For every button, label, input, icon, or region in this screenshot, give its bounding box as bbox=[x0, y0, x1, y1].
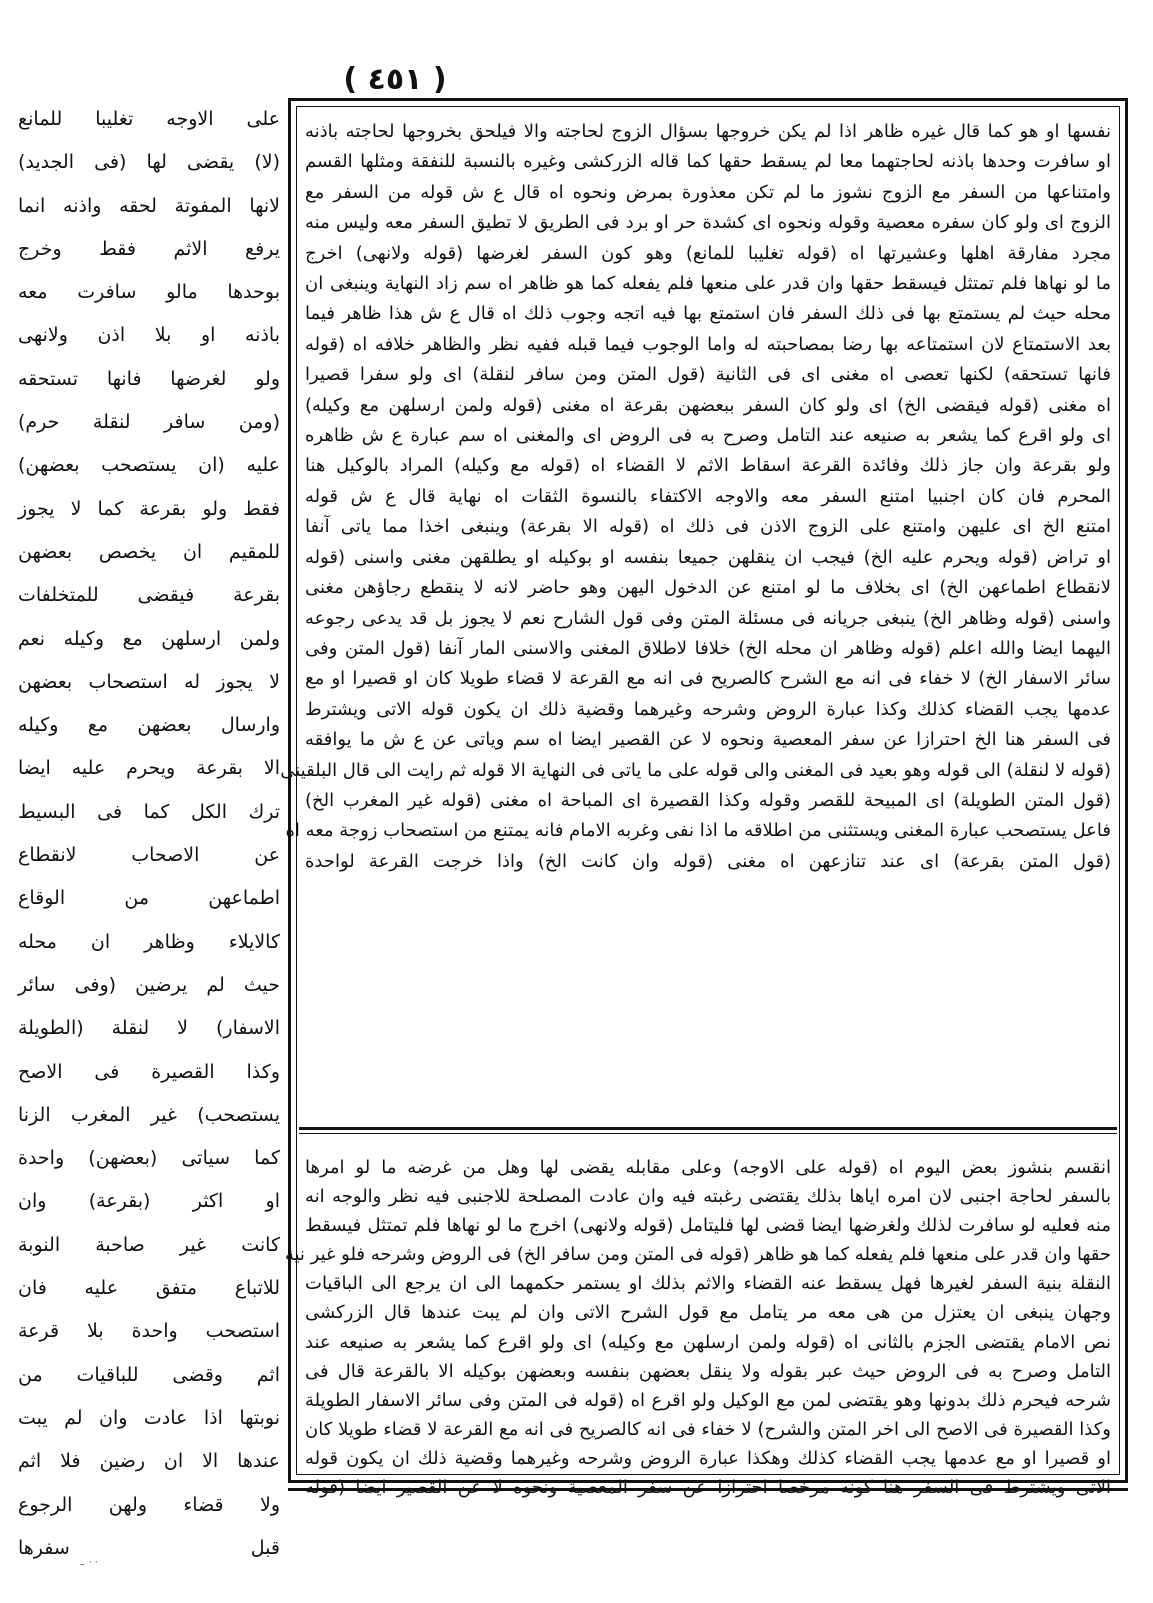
text-line: حقها وان قدر على منعها فلم يفعله كما هو ظاهر (قوله فى المتن ومن سافر الخ) فى الروض وشرحه فلو غير نية bbox=[284, 1244, 1111, 1266]
text-line: للاتباع متفق عليه فان bbox=[18, 1277, 280, 1300]
text-line: عدمها يجب القضاء كذلك وكذا عبارة الروض وشرحه وغيرهما وقضية ذلك ان يكون قوله الاتى ويشترط bbox=[305, 698, 1111, 720]
text-line: قبل سفرها bbox=[18, 1536, 280, 1559]
text-line: ولا قضاء ولهن الرجوع bbox=[18, 1493, 280, 1516]
text-line: كما سياتى (بعضهن) واحدة bbox=[18, 1147, 280, 1170]
text-line: بوحدها مالو سافرت معه bbox=[18, 281, 280, 304]
text-line: اليهما ايضا والله اعلم (قوله وظاهر ان محله الخ) خلافا لاطلاق المغنى والاسنى المار آنفا (قول المتن وفى bbox=[305, 637, 1111, 659]
text-line: لا يجوز له استصحاب بعضهن bbox=[18, 670, 280, 693]
text-line: استصحب واحدة بلا قرعة bbox=[18, 1320, 280, 1343]
text-line: وكذا القصيرة فى الاصح bbox=[18, 1060, 280, 1083]
text-line: او اكثر (بقرعة) وان bbox=[18, 1190, 280, 1213]
text-line: يرفع الاثم فقط وخرج bbox=[18, 237, 280, 260]
section-divider bbox=[299, 1127, 1117, 1130]
text-line: المحرم فان كان اجنبيا امتنع السفر معه والاوجه الاكتفاء بالنسوة الثقات اه نهاية قال ع ش قوله bbox=[305, 485, 1111, 507]
text-line: (قول المتن الطويلة) اى المبيحة للقصر وقوله وكذا القصيرة اى المباحة اه مغنى (قوله غير المغرب الخ) bbox=[305, 789, 1111, 811]
text-line: باذنه او بلا اذن ولانهى bbox=[18, 324, 280, 347]
text-line: على الاوجه تغليبا للمانع bbox=[18, 108, 280, 130]
text-line: اه مغنى (قوله فيقضى الخ) اى ولو كان السفر ببعضهن بقرعة اه مغنى (قوله ولمن ارسلهن مع وكيله) bbox=[305, 394, 1111, 416]
text-line: فقط ولو بقرعة كما لا يجوز bbox=[18, 497, 280, 520]
text-line: كالايلاء وظاهر ان محله bbox=[18, 930, 280, 953]
text-line: اى ولو اقرع كما يشعر به صنيعه عند التامل وصرح به فى الروض اى والمغنى اه سم عبارة ع ش ظاهره bbox=[305, 425, 1111, 447]
text-line: فاعل يستصحب عبارة المغنى ويستثنى من اطلاقه ما اذا نفى وغربه الامام فانه يمتنع من استصحاب زوجة معه اه bbox=[285, 820, 1111, 842]
text-line: وارسال بعضهن مع وكيله bbox=[18, 714, 280, 737]
text-line: الاتى ويشترط فى السفر هنا كونه مرخصا احترازا عن سفر المعصية ونحوه لا عن القصير ايضا (قوله bbox=[305, 1477, 1111, 1499]
main-commentary-frame bbox=[280, 98, 1128, 1499]
text-line: انقسم بنشوز بعض اليوم اه (قوله على الاوجه) وعلى مقابله يقضى لها وهل من غرضه ما لو امرها bbox=[305, 1157, 1111, 1178]
text-line: سائر الاسفار الخ) لا خفاء فى انه مع الشرح كالصريح فى انه مع القرعة لا قضاء طويلا كان او قصيرا او مع bbox=[305, 668, 1111, 690]
text-line: (ومن سافر لنقلة حرم) bbox=[18, 411, 280, 434]
text-line: ما لو نهاها فلم تمتثل فيسقط حقها وان قدر على منعها فلم يفعله كما هو ظاهر اه سم زاد النهاية وينبغى ان bbox=[305, 273, 1111, 295]
text-line: التامل وصرح به فى الروض حيث عبر بقوله ولا ينقل بعضهن بنفسه وبعضهن بوكيله الا بالقرعة قال فى bbox=[305, 1360, 1111, 1382]
text-line: وكذا القصيرة فى الاصح الى اخر المتن والشرح) لا خفاء فى انه كالصريح فى انه مع القرعة لا قضاء طويلا كان bbox=[305, 1418, 1111, 1440]
text-line: نفسها او هو كما قال غيره ظاهر اذا لم يكن خروجها بسؤال الزوج لحاجته والا فيلحق بخروجها لحاجته باذنه bbox=[305, 121, 1111, 142]
text-line: الا بقرعة ويحرم عليه ايضا bbox=[18, 757, 280, 780]
text-line: او تراض (قوله ويحرم عليه الخ) فيجب ان ينقلهن جميعا بنفسه او بوكيله او يطلقهن مغنى واسنى (قوله bbox=[305, 546, 1111, 568]
text-line: شرحه فيحرم ذلك بدونها وهو يقتضى لمن مع الوكيل ولو اقرع اه (قوله فى المتن وفى سائر الاسفار الطويلة bbox=[305, 1389, 1111, 1411]
text-line: اثم وقضى للباقيات من bbox=[18, 1363, 280, 1386]
text-line: بالسفر لحاجة اجنبى لان امره اياها بذلك يقتضى رغبته فيه وان عادت المصلحة للاجنبى فيه نظر والوجه انه bbox=[305, 1186, 1111, 1208]
text-line: ولو لغرضها فانها تستحقه bbox=[18, 367, 280, 390]
text-line: يستصحب) غير المغرب الزنا bbox=[18, 1103, 280, 1126]
text-line: عليه (ان يستصحب بعضهن) bbox=[18, 454, 280, 477]
upper-commentary bbox=[280, 117, 1111, 1117]
text-line: مجرد مفارقة اهلها وعشيرتها اه (قوله تغليبا للمانع) وهو كون السفر لغرضها (قوله ولانهى) اخرج bbox=[305, 242, 1111, 264]
lower-lines bbox=[284, 1153, 1111, 1502]
text-line: عن الاصحاب لانقطاع bbox=[18, 844, 280, 867]
text-line: (قوله لا لنقلة) الى قوله وهو بعيد فى المغنى والى قوله على ما ياتى فى النهاية الا قوله ثم رايت الى قال البلقينى bbox=[280, 759, 1111, 781]
text-line: كانت غير صاحبة النوبة bbox=[18, 1233, 280, 1256]
text-line: نص الامام يقتضى الجزم بالثانى اه (قوله ولمن ارسلهن مع وكيله) اى ولو اقرع كما يشعر به صنيعه عند bbox=[305, 1331, 1111, 1353]
text-line: او قصيرا او مع عدمها يجب القضاء كذلك وهكذا عبارة الروض وشرحه وغيرهما وقضية ذلك ان يكون قوله bbox=[305, 1447, 1111, 1469]
text-line: نوبتها اذا عادت وان لم يبت bbox=[18, 1406, 280, 1429]
text-line: فانها تستحقه) لكنها تعصى اه مغنى اى فى الثانية (قول المتن ومن سافر لنقلة) اى ولو سفرا قصيرا bbox=[305, 364, 1111, 386]
upper-lines bbox=[280, 117, 1111, 877]
text-line: حيث لم يرضين (وفى سائر bbox=[18, 973, 280, 996]
text-line: امتنع الخ اى عليهن وامتنع على الزوج الاذن فى ذلك اه (قوله الا بقرعة) وينبغى اخذا مما ياتى آنفا bbox=[305, 516, 1111, 538]
text-line: ولمن ارسلهن مع وكيله نعم bbox=[18, 627, 280, 650]
text-line: (قول المتن بقرعة) اى عند تنازعهن اه مغنى (قوله وان كانت الخ) واذا خرجت القرعة لواحدة bbox=[305, 850, 1111, 872]
text-line: منه فعليه لو سافرت لذلك ولغرضها ايضا قضى لها فليتامل (قوله ولانهى) اخرج ما لو نهاها فلم تمتثل فيسقط bbox=[305, 1215, 1111, 1237]
text-line: ترك الكل كما فى البسيط bbox=[18, 800, 280, 823]
text-line: النقلة بنية السفر لغيرها فهل يسقط عنه القضاء والاثم بذلك او يستمر حكمهما الى ان يرجع الى الباقيات bbox=[305, 1273, 1111, 1295]
text-line: الاسفار) لا لنقلة (الطويلة bbox=[18, 1017, 280, 1040]
text-line: عندها الا ان رضين فلا اثم bbox=[18, 1450, 280, 1473]
text-line: بعد الاستمتاع لان استمتاعه بها رضا بمصاحبته له واما الوجوب فيما قبله ففيه نظر والظاهر خلافه اه (قوله bbox=[305, 333, 1111, 355]
text-line: لانقطاع اطماعهن الخ) اى بخلاف ما لو امتنع عن الدخول اليهن وهو حاضر لانه لا ينقطع رجاؤهن مغنى bbox=[305, 577, 1111, 599]
footer-mark: ٠٠ ـ bbox=[80, 1555, 100, 1568]
sidebar-lines bbox=[18, 98, 280, 1570]
text-line: للمقيم ان يخصص بعضهن bbox=[18, 540, 280, 563]
text-line: واسنى (قوله وظاهر الخ) ينبغى جريانه فى مسئلة المتن وفى قول الشارح نعم لا يجوز بل قد يدعى رجوعه bbox=[305, 607, 1111, 629]
text-line: الزوج اى ولو كان سفره معصية وقوله ونحوه اى كشدة حر او برد فى الطريق لا تطيق السفر معه وليس منه bbox=[305, 212, 1111, 234]
text-line: ولو بقرعة وان جاز ذلك وفائدة القرعة اسقاط الاثم لا القضاء اه (قوله مع وكيله) المراد بالوكيل هنا bbox=[305, 455, 1111, 477]
text-line: فى السفر هنا الخ احترازا عن سفر المعصية ونحوه لا عن القصير ايضا اه سم وياتى عن ع ش ما يوافقه bbox=[305, 729, 1111, 751]
text-line: او سافرت وحدها باذنه لحاجتهما معا لم يسقط حقها كما قاله الزركشى وغيره بالنسبة للنفقة ومثلها القسم bbox=[305, 151, 1111, 173]
text-line: محله حيث لم يستمتع بها فى ذلك السفر فان استمتع بها فيه اتجه وجوب ذلك اه قال ع ش هذا ظاهر فيما bbox=[305, 303, 1111, 325]
text-line: لانها المفوتة لحقه واذنه انما bbox=[18, 194, 280, 217]
text-line: وجهان ينبغى ان يعتزل من هى معه مر يتامل مع قول الشرح الاتى وان لم يبت عندها قال الزركشى bbox=[305, 1302, 1111, 1324]
text-line: اطماعهن من الوقاع bbox=[18, 887, 280, 910]
text-line: وامتناعها من السفر مع الزوج نشوز ما لم تكن معذورة بمرض ونحوه اه قال ع ش قوله من السفر مع bbox=[305, 181, 1111, 203]
text-line: (لا) يقضى لها (فى الجديد) bbox=[18, 151, 280, 174]
text-line: بقرعة فيقضى للمتخلفات bbox=[18, 584, 280, 607]
sidebar-text-column bbox=[18, 98, 280, 1559]
bottom-rule bbox=[288, 1488, 1128, 1491]
lower-commentary bbox=[284, 1153, 1111, 1499]
page-number: ( ٤٥١ ) bbox=[343, 62, 447, 97]
